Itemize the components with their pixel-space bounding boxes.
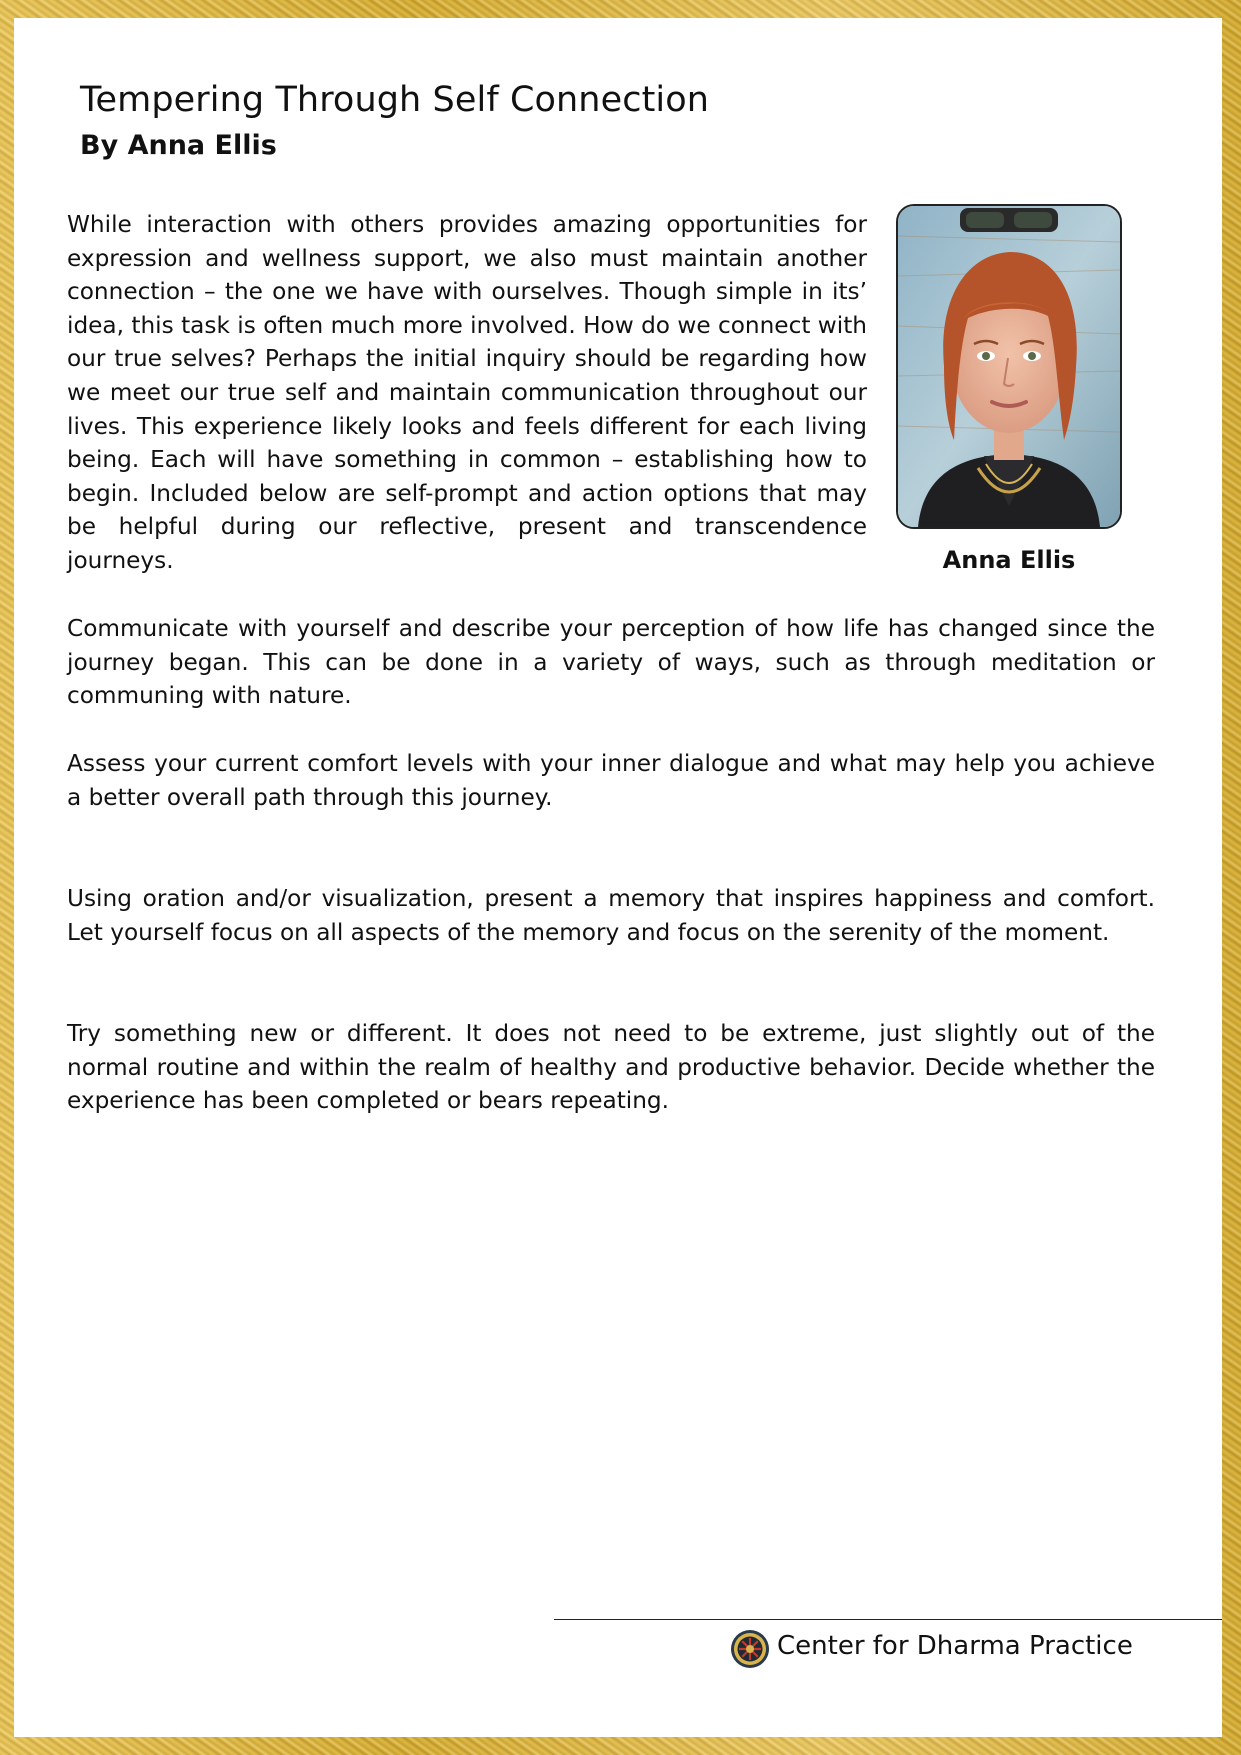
article-byline: By Anna Ellis: [80, 130, 277, 161]
author-photo: [896, 204, 1122, 529]
prompt-paragraph: Try something new or different. It does not need to be extreme, just slightly out of the normal routine and within the realm of healthy and productive behavior. Decide whether the experience has been completed or bears repeating.: [67, 1020, 1155, 1115]
prompt-paragraph: Using oration and/or visualization, present a memory that inspires happiness and comfort. Let yourself focus on all aspects of the memory and focus on the serenity of the moment.: [67, 885, 1155, 946]
page-content-area: [14, 18, 1222, 1737]
dharma-wheel-logo-icon: [730, 1629, 770, 1669]
author-photo-caption: Anna Ellis: [942, 546, 1076, 574]
article-title: Tempering Through Self Connection: [80, 80, 710, 120]
footer-organization: Center for Dharma Practice: [777, 1631, 1133, 1661]
prompt-paragraph: Assess your current comfort levels with your inner dialogue and what may help you achieve a better overall path through this journey.: [67, 750, 1155, 811]
footer-divider: [554, 1619, 1222, 1620]
intro-paragraph: While interaction with others provides amazing opportunities for expression and wellness support, we also must maintain another connection – the one we have with ourselves. Though simple in its’ idea, this task is often much more involved. How do we connect with our true selves? Perhaps the initial inquiry should be regarding how we meet our true self and maintain communication throughout our lives. This experience likely looks and feels different for each living being. Each will have something in common – establishing how to begin. Included below are self-prompt and action options that may be helpful during our reflective, present and transcendence journeys.: [67, 211, 867, 574]
prompt-paragraph: Communicate with yourself and describe your perception of how life has changed since the journey began. This can be done in a variety of ways, such as through meditation or communing with nature.: [67, 615, 1155, 710]
